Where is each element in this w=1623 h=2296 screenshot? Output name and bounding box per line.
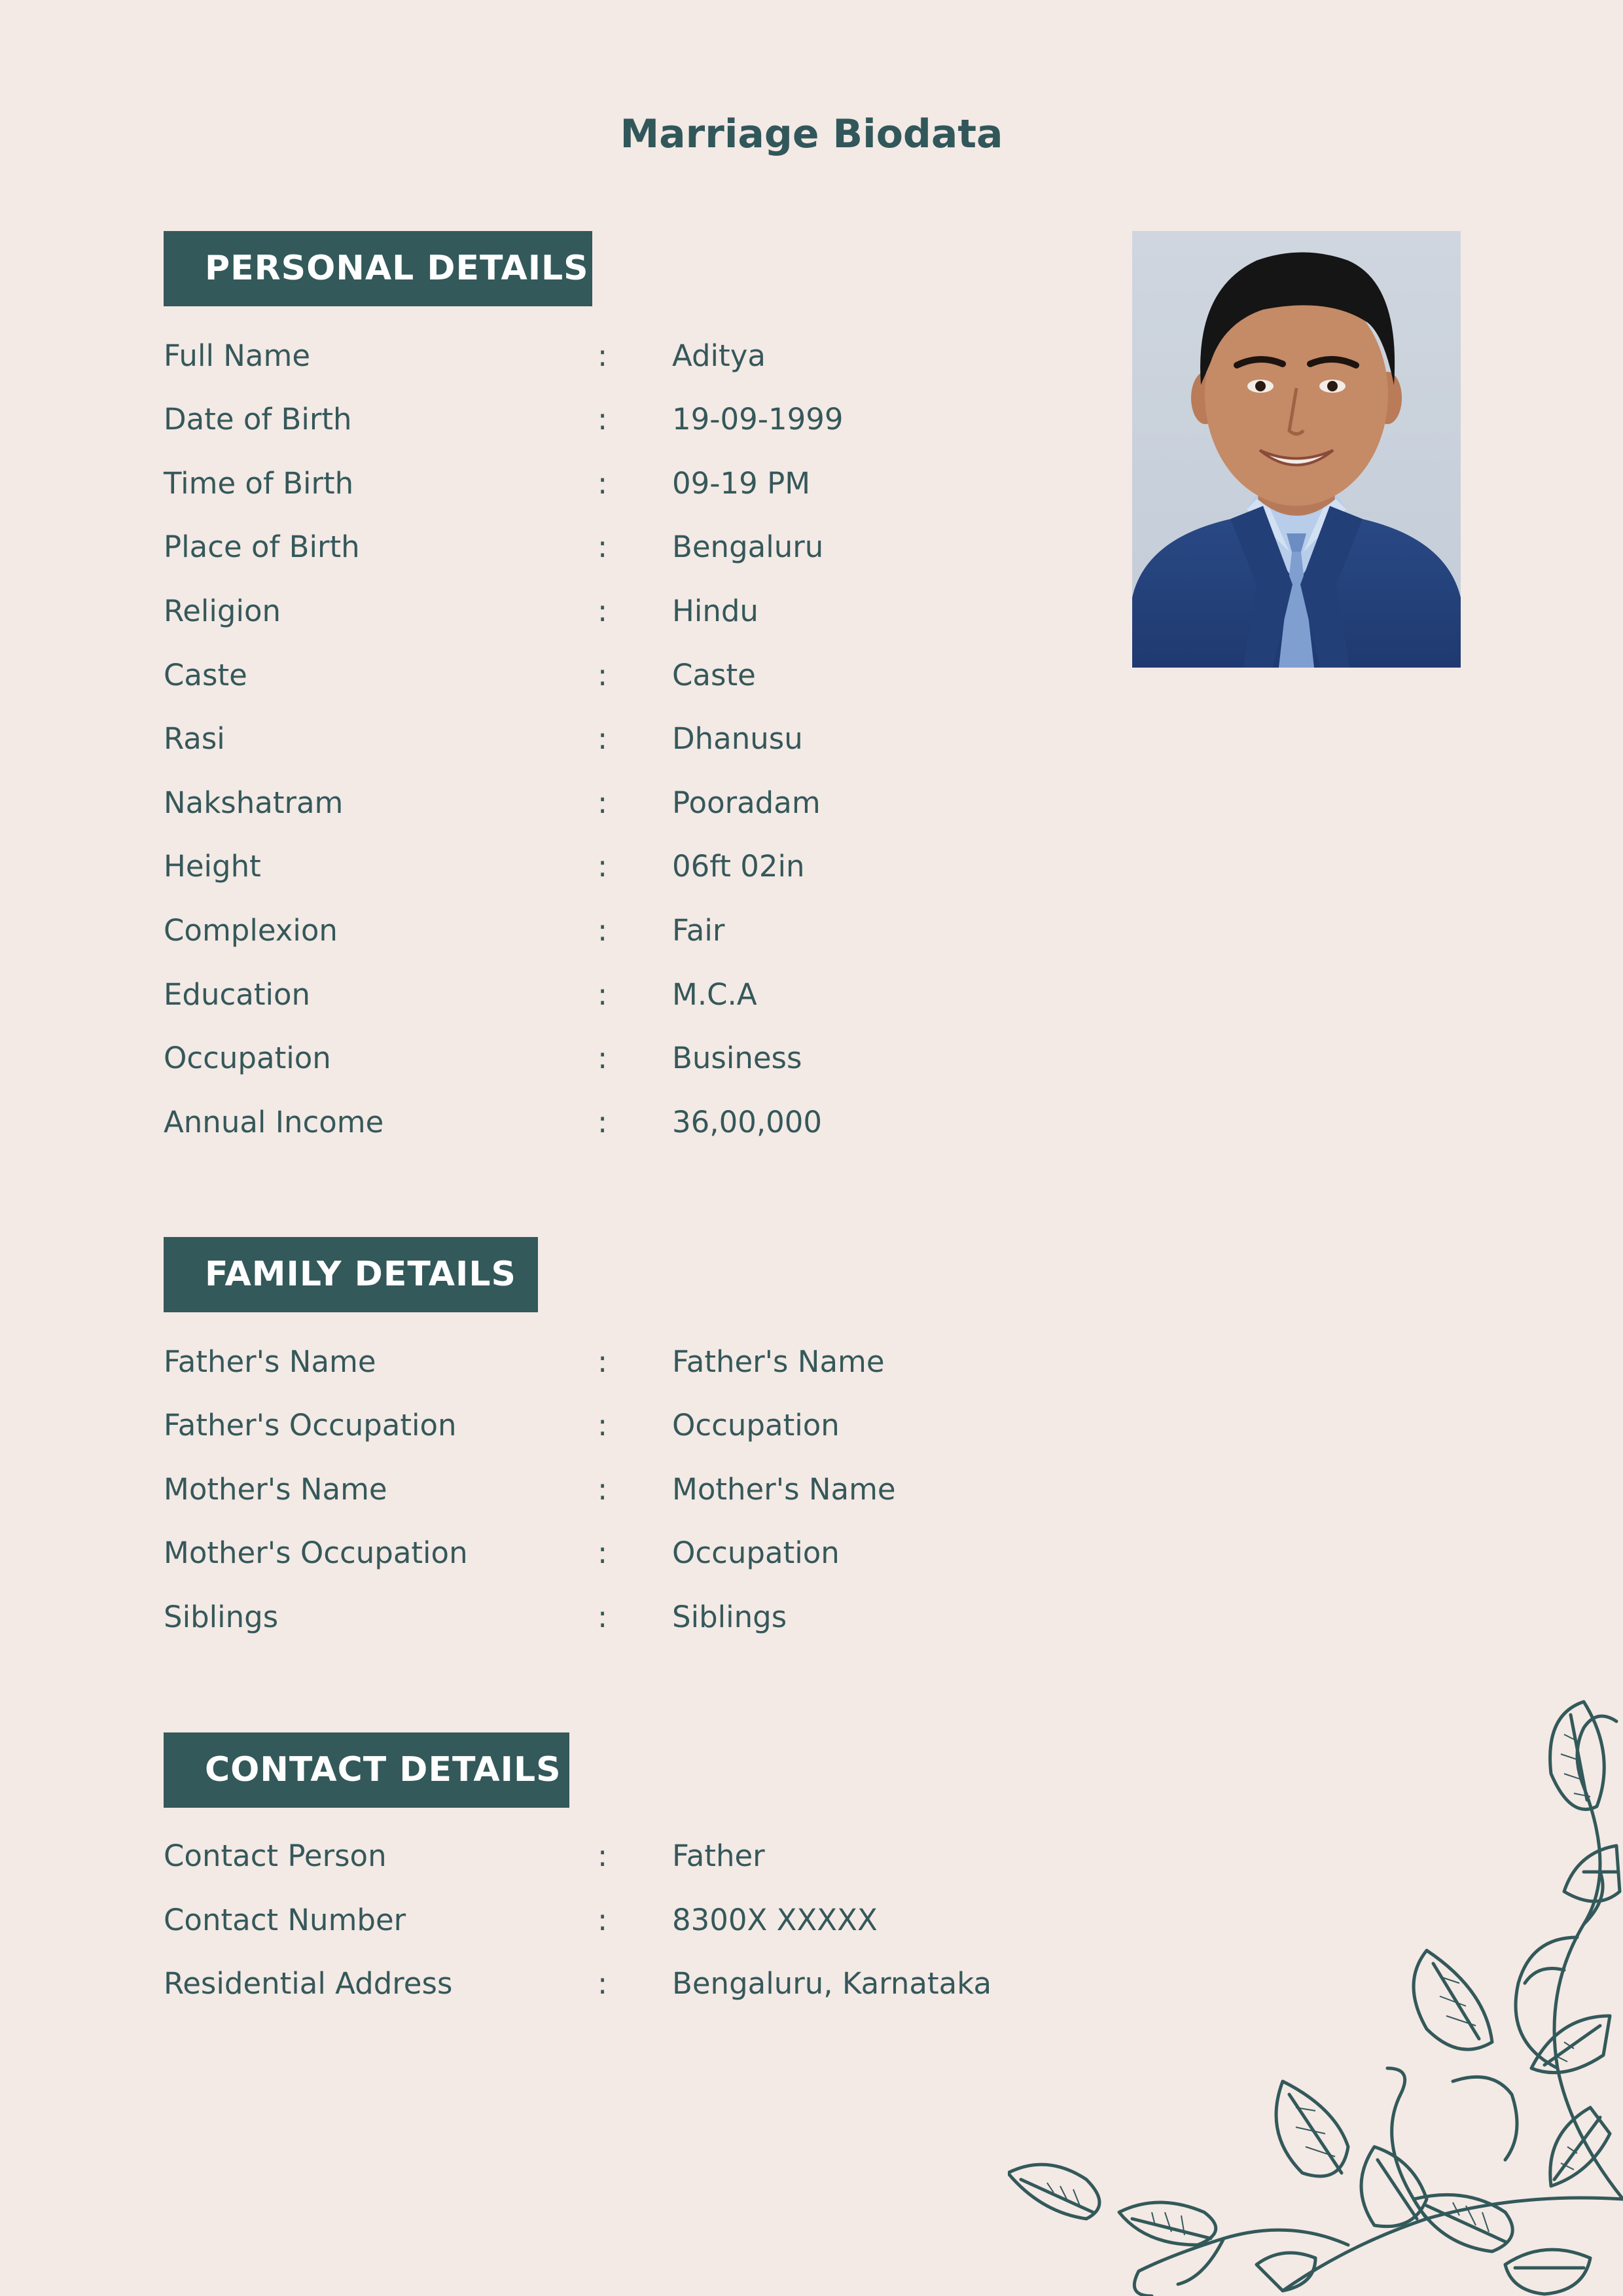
detail-value: 36,00,000	[672, 1105, 823, 1139]
personal-details-header: PERSONAL DETAILS	[164, 231, 592, 306]
detail-label: Mother's Name	[164, 1472, 387, 1507]
separator: :	[597, 1600, 608, 1634]
detail-label: Place of Birth	[164, 529, 360, 564]
detail-value: Occupation	[672, 1408, 840, 1443]
detail-label: Full Name	[164, 338, 311, 373]
detail-label: Contact Person	[164, 1839, 387, 1873]
detail-label: Mother's Occupation	[164, 1535, 468, 1570]
separator: :	[597, 913, 608, 948]
detail-value: 06ft 02in	[672, 849, 805, 884]
detail-value: Dhanusu	[672, 721, 803, 756]
separator: :	[597, 785, 608, 820]
page-title: Marriage Biodata	[620, 111, 1003, 157]
detail-value: 19-09-1999	[672, 402, 844, 437]
detail-label: Contact Number	[164, 1903, 406, 1937]
detail-label: Time of Birth	[164, 466, 354, 501]
detail-value: Father's Name	[672, 1344, 885, 1379]
detail-label: Date of Birth	[164, 402, 352, 437]
separator: :	[597, 658, 608, 692]
detail-value: Business	[672, 1041, 802, 1075]
separator: :	[597, 849, 608, 884]
detail-value: Hindu	[672, 594, 758, 628]
detail-value: 09-19 PM	[672, 466, 811, 501]
detail-value: Occupation	[672, 1535, 840, 1570]
separator: :	[597, 529, 608, 564]
detail-value: Bengaluru, Karnataka	[672, 1966, 992, 2001]
detail-label: Rasi	[164, 721, 225, 756]
floral-vine-decoration	[1008, 1676, 1623, 2296]
detail-label: Complexion	[164, 913, 338, 948]
detail-label: Religion	[164, 594, 281, 628]
detail-label: Annual Income	[164, 1105, 384, 1139]
separator: :	[597, 1472, 608, 1507]
detail-value: Caste	[672, 658, 756, 692]
detail-label: Caste	[164, 658, 247, 692]
separator: :	[597, 1041, 608, 1075]
separator: :	[597, 977, 608, 1012]
detail-value: Siblings	[672, 1600, 787, 1634]
separator: :	[597, 1839, 608, 1873]
separator: :	[597, 466, 608, 501]
separator: :	[597, 1105, 608, 1139]
detail-label: Residential Address	[164, 1966, 453, 2001]
detail-value: M.C.A	[672, 977, 757, 1012]
detail-label: Father's Name	[164, 1344, 376, 1379]
detail-value: 8300X XXXXX	[672, 1903, 878, 1937]
detail-value: Aditya	[672, 338, 766, 373]
contact-details-header: CONTACT DETAILS	[164, 1732, 569, 1808]
detail-label: Height	[164, 849, 261, 884]
separator: :	[597, 1344, 608, 1379]
detail-label: Siblings	[164, 1600, 279, 1634]
detail-value: Father	[672, 1839, 765, 1873]
separator: :	[597, 402, 608, 437]
separator: :	[597, 594, 608, 628]
detail-label: Father's Occupation	[164, 1408, 457, 1443]
separator: :	[597, 1966, 608, 2001]
detail-value: Bengaluru	[672, 529, 824, 564]
detail-label: Education	[164, 977, 311, 1012]
separator: :	[597, 338, 608, 373]
separator: :	[597, 1535, 608, 1570]
separator: :	[597, 1408, 608, 1443]
portrait-photo	[1132, 231, 1461, 668]
detail-value: Fair	[672, 913, 725, 948]
detail-value: Mother's Name	[672, 1472, 896, 1507]
separator: :	[597, 721, 608, 756]
detail-value: Pooradam	[672, 785, 821, 820]
detail-label: Nakshatram	[164, 785, 344, 820]
family-details-header: FAMILY DETAILS	[164, 1237, 538, 1312]
separator: :	[597, 1903, 608, 1937]
detail-label: Occupation	[164, 1041, 331, 1075]
